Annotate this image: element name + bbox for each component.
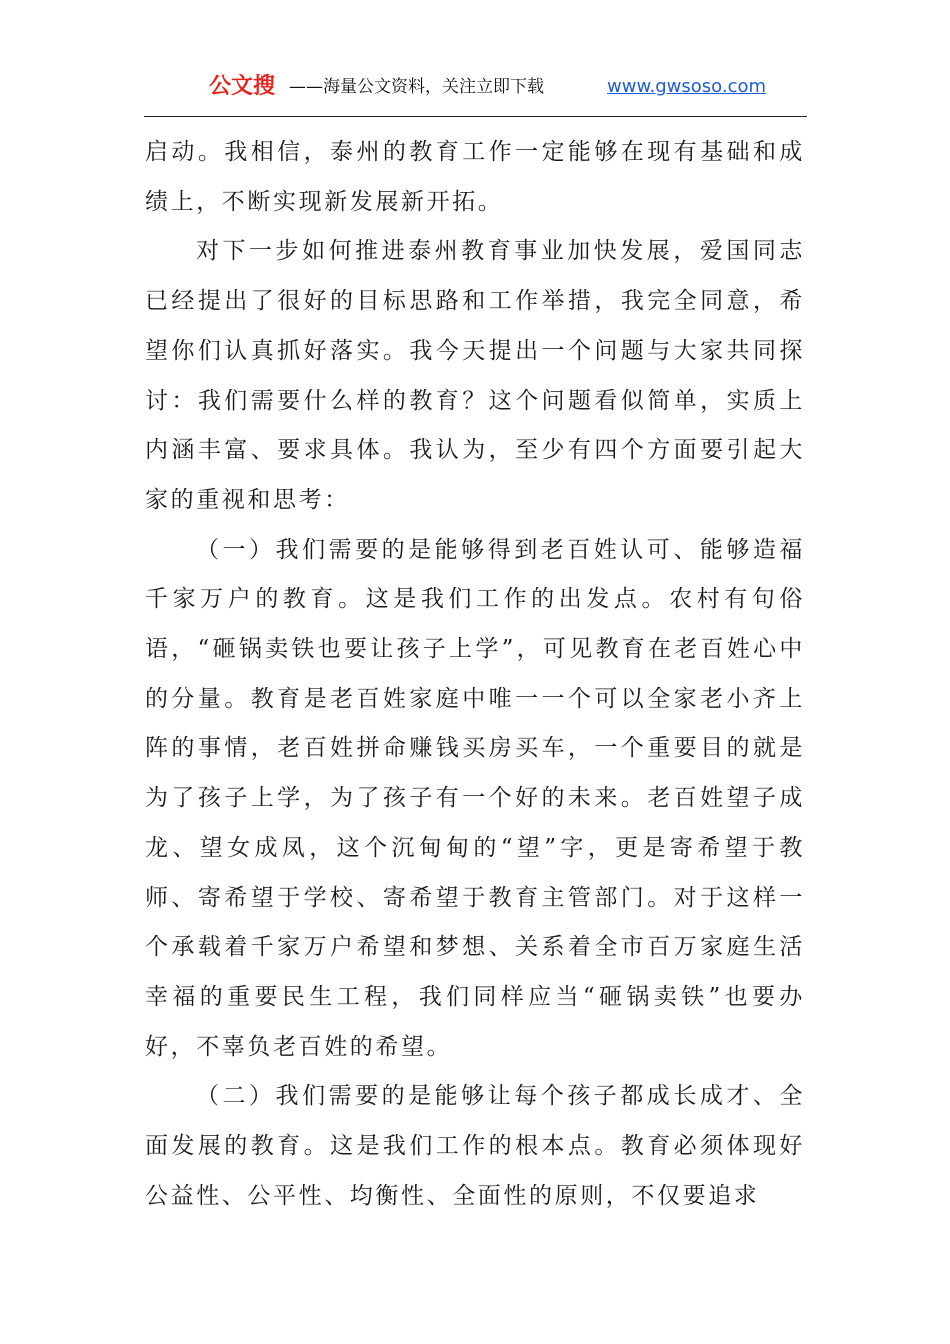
document-body: [145, 128, 805, 1221]
paragraph: （一）我们需要的是能够得到老百姓认可、能够造福千家万户的教育。这是我们工作的出发点。农村有句俗语，“砸锅卖铁也要让孩子上学”，可见教育在老百姓心中的分量。教育是老百姓家庭中唯一一个可以全家老小齐上阵的事情，老百姓拼命赚钱买房买车，一个重要目的就是为了孩子上学，为了孩子有一个好的未来。老百姓望子成龙、望女成凤，这个沉甸甸的“望”字，更是寄希望于教师、寄希望于学校、寄希望于教育主管部门。对于这样一个承载着千家万户希望和梦想、关系着全市百万家庭生活幸福的重要民生工程，我们同样应当“砸锅卖铁”也要办好，不辜负老百姓的希望。: [145, 536, 805, 1060]
paragraph: （二）我们需要的是能够让每个孩子都成长成才、全面发展的教育。这是我们工作的根本点。教育必须体现好公益性、公平性、均衡性、全面性的原则，不仅要追求: [145, 1083, 805, 1209]
paragraph: 对下一步如何推进泰州教育事业加快发展，爱国同志已经提出了很好的目标思路和工作举措，我完全同意，希望你们认真抓好落实。我今天提出一个问题与大家共同探讨：我们需要什么样的教育？这个问题看似简单，实质上内涵丰富、要求具体。我认为，至少有四个方面要引起大家的重视和思考：: [145, 238, 805, 513]
brand-logo-text: 公文搜: [209, 74, 276, 99]
paragraph-continued: 启动。我相信，泰州的教育工作一定能够在现有基础和成绩上，不断实现新发展新开拓。: [145, 139, 805, 215]
page-header: [0, 70, 950, 104]
site-link[interactable]: www.gwsoso.com: [607, 76, 767, 97]
header-divider: [144, 116, 807, 117]
header-tagline: ——海量公文资料，关注立即下载: [289, 77, 544, 97]
